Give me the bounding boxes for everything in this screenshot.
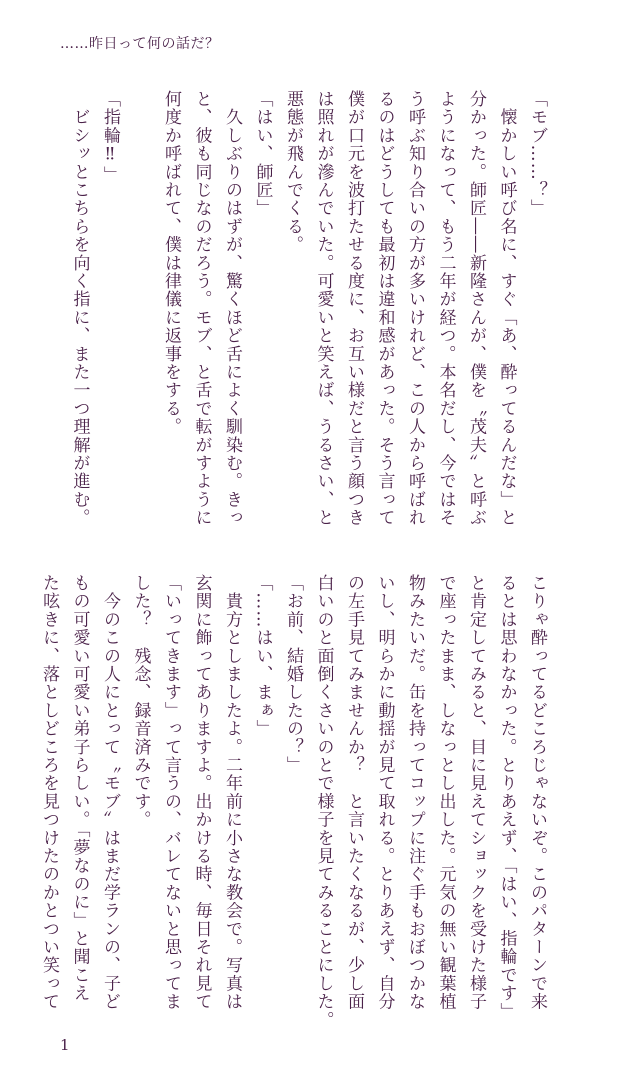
text-line: 「はい、師匠」 (252, 90, 273, 218)
text-line (125, 90, 156, 520)
text-line: 物みたいだ。缶を持ってコップに注ぐ手もおぼつかな (405, 574, 425, 1011)
text-line: た呟きに、落としどころを見つけたのかとつい笑って (39, 574, 59, 1011)
text-line: 久しぶりのはずが、驚くほど舌によく馴染む。きっ (222, 90, 242, 527)
text-line: いし、明らかに動揺が見て取れる。とりあえず、自分 (374, 574, 395, 1011)
text-line: と肯定してみると、目に見えてショックを受けた様子 (466, 574, 486, 1011)
text-line: もの可愛い可愛い弟子らしい。「夢なのに」と聞こえ (69, 574, 90, 1003)
text-line: 懐かしい呼び名に、すぐ「あ、酔ってるんだな」と (496, 90, 517, 527)
text-line: 悪態が飛んでくる。 (283, 90, 303, 254)
text-line: 僕が口元を波打たせる度に、お互い様だと言う顔つき (344, 90, 364, 527)
text-line: 分かった。師匠――新隆さんが、僕を〝茂夫〟と呼ぶ (466, 90, 486, 527)
page-number: 1 (60, 1036, 70, 1054)
text-line: ようになって、もう二年が経つ。本名だし、今ではそ (435, 90, 456, 527)
body-text-lower (39, 574, 552, 1029)
text-line: 今のこの人にとって〝モブ〟はまだ学ランの、子ど (100, 574, 120, 1011)
body-text-upper (62, 90, 552, 527)
text-line: 白いのと面倒くさいのとで様子を見てみることにした。 (313, 574, 334, 1029)
text-line: 「指輪‼」 (100, 90, 120, 184)
text-line: 「モブ……？」 (527, 90, 547, 218)
text-line: ビシッとこちらを向く指に、また一つ理解が進む。 (69, 90, 90, 527)
text-line: 「お前、結婚したの？」 (283, 574, 303, 775)
text-line: は照れが滲んでいた。可愛いと笑えば、うるさい、と (313, 90, 334, 527)
chapter-header: ……昨日って何の話だ？ (60, 36, 220, 52)
text-line: 「……はい、まぁ」 (252, 574, 273, 738)
text-line: う呼ぶ知り合いの方が多いけれど、この人から呼ばれ (405, 90, 425, 527)
text-line: と、彼も同じなのだろう。モブ、と舌で転がすように (191, 90, 212, 527)
text-line: 何度か呼ばれて、僕は律儀に返事をする。 (161, 90, 181, 436)
text-line: るとは思わなかった。とりあえず、「はい、指輪です」 (496, 574, 517, 1021)
text-line: 玄関に飾ってありますよ。出かける時、毎日それ見て (191, 574, 212, 1011)
text-line: るのはどうしても最初は違和感があった。そう言って (374, 90, 395, 527)
text-line: の左手見てみませんか？ と言いたくなるが、少し面 (344, 574, 364, 1011)
text-line: 「いってきます」って言うの、バレてないと思ってま (161, 574, 181, 1011)
text-line: した？ 残念、録音済みです。 (130, 574, 151, 829)
text-line: で座ったまま、しなっとし出した。元気の無い観葉植 (435, 574, 456, 1011)
text-line: こりゃ酔ってるどころじゃないぞ。このパターンで来 (527, 574, 547, 1011)
text-line: 貴方としましたよ。二年前に小さな教会で。写真は (222, 574, 242, 1011)
